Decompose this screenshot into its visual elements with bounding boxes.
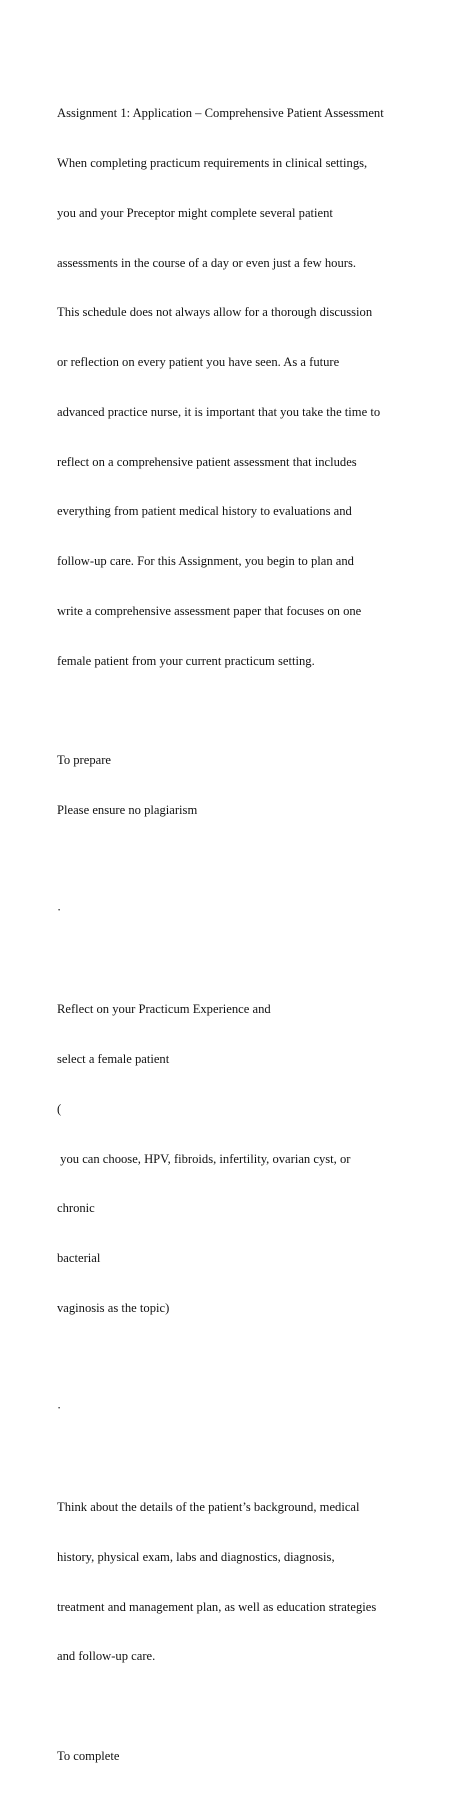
blank-line (57, 951, 457, 968)
doc-line: When completing practicum requirements in clinical settings, (57, 155, 368, 170)
section-heading-to-prepare: To prepare (57, 753, 112, 768)
doc-line-title: Assignment 1: Application – Comprehensive Patient Assessment (57, 106, 384, 121)
doc-line: assessments in the course of a day or even just a few hours. (57, 255, 357, 270)
doc-line: everything from patient medical history to evaluations and (57, 504, 352, 519)
doc-line: female patient from your current practicum setting. (57, 653, 315, 668)
blank-line (57, 852, 457, 869)
bullet-marker: · (57, 902, 62, 917)
doc-line: Think about the details of the patient’s background, medical (57, 1500, 360, 1515)
doc-line: Reflect on your Practicum Experience and (57, 1002, 271, 1017)
doc-line: you can choose, HPV, fibroids, infertility, ovarian cyst, or (57, 1151, 351, 1166)
doc-line: history, physical exam, labs and diagnostics, diagnosis, (57, 1549, 335, 1564)
doc-line: chronic (57, 1201, 95, 1216)
section-heading-to-complete: To complete (57, 1748, 120, 1763)
doc-line: reflect on a comprehensive patient assessment that includes (57, 454, 357, 469)
bullet-marker: · (57, 1400, 62, 1415)
blank-line (57, 1350, 457, 1367)
doc-line: ( (57, 1101, 62, 1116)
doc-line: and follow-up care. (57, 1649, 156, 1664)
doc-line: advanced practice nurse, it is important that you take the time to (57, 404, 381, 419)
blank-line (57, 1698, 457, 1715)
doc-line: treatment and management plan, as well as education strategies (57, 1599, 377, 1614)
doc-line: write a comprehensive assessment paper that focuses on one (57, 604, 362, 618)
doc-line: follow-up care. For this Assignment, you begin to plan and (57, 554, 354, 569)
doc-line: or reflection on every patient you have seen. As a future (57, 355, 340, 370)
document-body (57, 72, 457, 1798)
blank-line (57, 703, 457, 720)
doc-line: This schedule does not always allow for a thorough discussion (57, 305, 373, 320)
blank-line (57, 1449, 457, 1466)
doc-line: vaginosis as the topic) (57, 1300, 170, 1315)
doc-line: select a female patient (57, 1052, 170, 1067)
doc-line: bacterial (57, 1251, 101, 1266)
doc-line: you and your Preceptor might complete several patient (57, 205, 333, 220)
doc-line: Please ensure no plagiarism (57, 803, 198, 818)
